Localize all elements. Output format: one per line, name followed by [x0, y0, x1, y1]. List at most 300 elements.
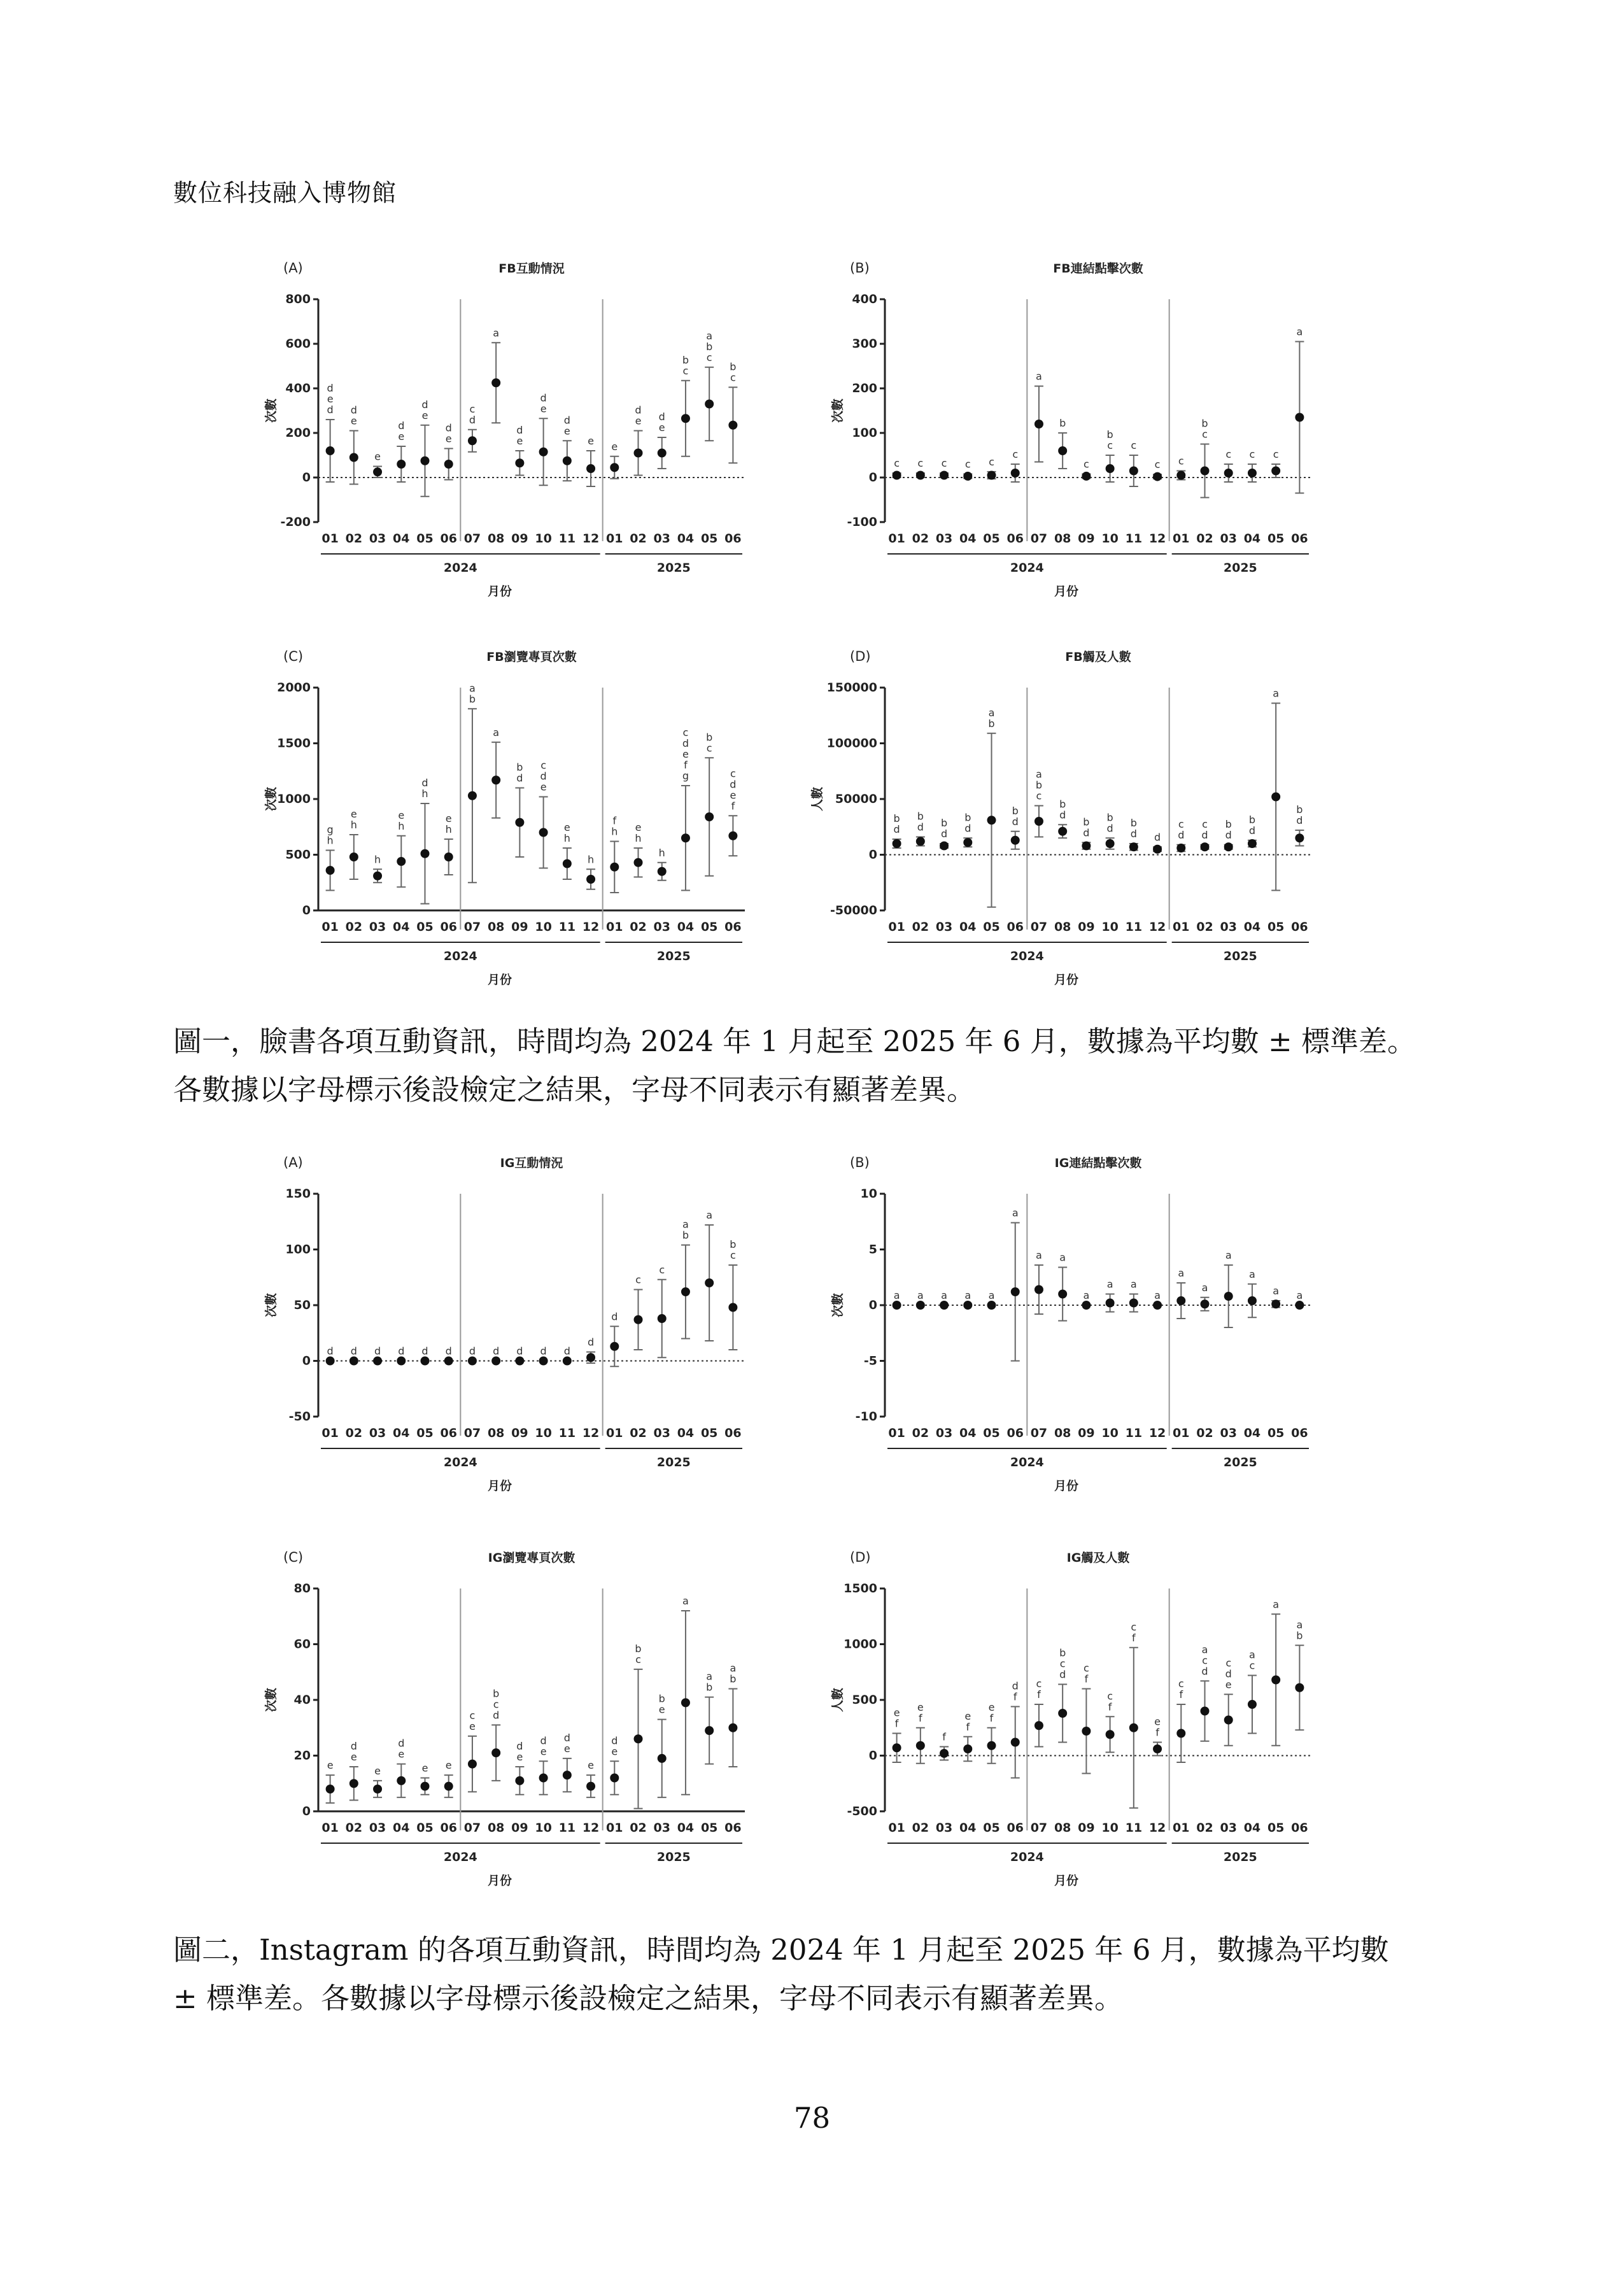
- significance-letter: a: [1106, 1278, 1113, 1291]
- x-tick-label: 06: [1291, 1821, 1308, 1835]
- significance-letter: c: [964, 458, 971, 470]
- x-tick-label: 09: [511, 920, 528, 934]
- significance-letter: d: [516, 1740, 523, 1752]
- data-point: [681, 1698, 690, 1707]
- significance-letter: d: [1154, 831, 1161, 844]
- data-point: [1295, 1301, 1304, 1310]
- chart-title: IG觸及人數: [1066, 1551, 1130, 1565]
- significance-letter: d: [516, 772, 523, 784]
- data-point: [681, 414, 690, 423]
- data-point: [1201, 1299, 1210, 1308]
- significance-letter: c: [706, 351, 712, 364]
- x-tick-label: 09: [1078, 1821, 1095, 1835]
- significance-letter: c: [682, 726, 689, 739]
- significance-letter: d: [327, 1345, 334, 1357]
- panel-label: (D): [850, 1550, 871, 1565]
- data-point: [491, 775, 500, 784]
- x-tick-label: 06: [724, 920, 742, 934]
- significance-letter: b: [1248, 813, 1256, 826]
- x-tick-label: 04: [1243, 1426, 1261, 1440]
- y-tick-label: -200: [280, 515, 311, 529]
- significance-letter: b: [893, 812, 900, 824]
- significance-letter: d: [658, 411, 665, 423]
- data-point: [893, 471, 901, 480]
- x-axis-label: 月份: [1054, 1874, 1079, 1888]
- y-tick-label: 0: [868, 847, 877, 862]
- panel-label: (A): [283, 1155, 303, 1170]
- significance-letter: b: [1106, 428, 1113, 441]
- significance-letter: d: [516, 424, 523, 436]
- x-tick-label: 06: [1291, 1426, 1308, 1440]
- significance-letter: e: [398, 430, 405, 442]
- data-point: [916, 1301, 925, 1310]
- significance-letter: d: [469, 1345, 476, 1357]
- significance-letter: b: [940, 817, 948, 829]
- data-point: [658, 867, 667, 876]
- significance-letter: d: [350, 1740, 357, 1752]
- y-tick-label: 500: [852, 1693, 877, 1707]
- data-point: [893, 839, 901, 848]
- data-point: [963, 472, 972, 481]
- x-tick-label: 12: [582, 532, 600, 546]
- significance-letter: f: [919, 1711, 922, 1724]
- significance-letter: d: [635, 404, 642, 416]
- significance-letter: d: [398, 1737, 405, 1750]
- y-tick-label: 150: [285, 1187, 311, 1201]
- y-tick-label: 0: [302, 903, 311, 917]
- year-label: 2024: [1010, 561, 1044, 575]
- data-point: [397, 1357, 406, 1366]
- data-point: [563, 1771, 572, 1779]
- significance-letter: c: [682, 364, 689, 377]
- x-tick-label: 05: [416, 1821, 434, 1835]
- significance-letter: h: [327, 834, 334, 847]
- y-tick-label: 1000: [844, 1637, 877, 1652]
- y-tick-label: 100000: [826, 736, 877, 751]
- data-point: [1011, 836, 1020, 845]
- data-point: [916, 1741, 925, 1750]
- x-axis-label: 月份: [1054, 1479, 1079, 1493]
- x-tick-label: 07: [1030, 920, 1048, 934]
- significance-letter: a: [1201, 1643, 1208, 1656]
- significance-letter: e: [398, 809, 405, 821]
- significance-letter: f: [966, 1720, 970, 1733]
- x-tick-label: 04: [959, 532, 977, 546]
- significance-letter: a: [1178, 1267, 1185, 1279]
- significance-letter: d: [327, 382, 334, 394]
- x-tick-label: 06: [724, 1426, 742, 1440]
- significance-letter: b: [1012, 804, 1019, 817]
- significance-letter: d: [1296, 814, 1303, 826]
- significance-letter: a: [1059, 1251, 1066, 1264]
- x-tick-label: 02: [912, 1821, 929, 1835]
- y-tick-label: 1500: [844, 1581, 877, 1595]
- significance-letter: e: [988, 1701, 995, 1713]
- data-point: [916, 837, 925, 846]
- x-tick-label: 10: [535, 1821, 552, 1835]
- significance-letter: c: [469, 1709, 476, 1722]
- data-point: [1248, 469, 1257, 478]
- significance-letter: c: [989, 455, 994, 468]
- significance-letter: a: [682, 1595, 689, 1607]
- x-tick-label: 12: [1148, 1426, 1166, 1440]
- data-point: [491, 1357, 500, 1366]
- significance-letter: d: [1059, 809, 1066, 821]
- y-tick-label: 50000: [835, 792, 877, 806]
- data-point: [940, 842, 949, 851]
- data-point: [1153, 845, 1162, 854]
- significance-letter: h: [398, 819, 405, 832]
- y-tick-label: -10: [855, 1410, 877, 1424]
- data-point: [373, 1785, 382, 1793]
- x-tick-label: 08: [487, 532, 505, 546]
- data-point: [586, 875, 595, 884]
- data-point: [468, 436, 477, 445]
- ig-link-clicks-chart: [831, 1149, 1331, 1512]
- significance-letter: d: [398, 420, 405, 432]
- significance-letter: c: [1059, 1657, 1066, 1670]
- significance-letter: f: [1013, 1690, 1017, 1703]
- data-point: [963, 1301, 972, 1310]
- x-tick-label: 05: [1267, 920, 1285, 934]
- significance-letter: c: [1273, 448, 1279, 460]
- data-point: [586, 1353, 595, 1362]
- data-point: [940, 471, 949, 480]
- significance-letter: a: [706, 329, 713, 342]
- y-tick-label: 5: [868, 1242, 877, 1257]
- x-tick-label: 11: [1125, 1821, 1143, 1835]
- significance-letter: a: [1036, 370, 1042, 383]
- data-point: [1058, 446, 1067, 455]
- x-tick-label: 07: [463, 1821, 481, 1835]
- significance-letter: a: [1012, 1206, 1019, 1219]
- significance-letter: f: [612, 814, 617, 827]
- x-tick-label: 03: [1220, 1426, 1237, 1440]
- data-point: [539, 828, 548, 837]
- x-tick-label: 05: [700, 1426, 718, 1440]
- significance-letter: b: [706, 731, 713, 744]
- significance-letter: f: [1084, 1673, 1089, 1685]
- y-axis-label: 次數: [264, 1292, 278, 1318]
- significance-letter: c: [1178, 1678, 1184, 1690]
- significance-letter: e: [611, 440, 618, 453]
- significance-letter: d: [540, 770, 547, 782]
- significance-letter: b: [469, 693, 476, 705]
- x-tick-label: 04: [1243, 532, 1261, 546]
- x-tick-label: 06: [440, 920, 457, 934]
- chart-title: FB連結點擊次數: [1053, 262, 1143, 276]
- data-point: [610, 1774, 619, 1783]
- x-tick-label: 05: [983, 920, 1000, 934]
- y-tick-label: 100: [285, 1242, 311, 1257]
- x-tick-label: 04: [393, 532, 410, 546]
- x-tick-label: 04: [677, 920, 695, 934]
- significance-letter: e: [611, 1745, 618, 1758]
- figure2-caption-line2: ± 標準差。各數據以字母標示後設檢定之結果，字母不同表示有顯著差異。: [173, 1981, 1124, 2015]
- significance-letter: b: [917, 810, 924, 823]
- significance-letter: d: [611, 1310, 618, 1323]
- y-tick-label: -100: [847, 515, 877, 529]
- x-tick-label: 02: [345, 920, 363, 934]
- data-point: [1106, 464, 1115, 473]
- data-point: [634, 1315, 643, 1324]
- significance-letter: e: [327, 393, 334, 405]
- x-tick-label: 08: [1054, 920, 1071, 934]
- y-tick-label: 150000: [826, 681, 877, 695]
- significance-letter: d: [350, 404, 357, 416]
- x-tick-label: 04: [393, 1821, 410, 1835]
- data-point: [1011, 1287, 1020, 1296]
- data-point: [634, 858, 643, 867]
- year-label: 2025: [1223, 1850, 1257, 1864]
- significance-letter: d: [563, 414, 570, 427]
- significance-letter: e: [540, 781, 547, 793]
- x-tick-label: 09: [511, 1821, 528, 1835]
- significance-letter: e: [917, 1701, 924, 1713]
- x-tick-label: 11: [558, 920, 576, 934]
- significance-letter: c: [635, 1273, 641, 1286]
- x-tick-label: 02: [912, 920, 929, 934]
- x-tick-label: 05: [416, 920, 434, 934]
- x-tick-label: 01: [321, 1821, 339, 1835]
- significance-letter: h: [658, 846, 665, 859]
- significance-letter: d: [940, 828, 948, 840]
- y-tick-label: 600: [285, 337, 311, 351]
- data-point: [373, 872, 382, 881]
- significance-letter: e: [588, 1759, 594, 1772]
- data-point: [563, 456, 572, 465]
- significance-letter: f: [1132, 1631, 1136, 1644]
- fb-reach-chart: [810, 643, 1331, 1006]
- significance-letter: c: [941, 457, 947, 469]
- data-point: [1034, 1285, 1043, 1294]
- y-tick-label: 0: [868, 1298, 877, 1312]
- year-label: 2025: [656, 561, 691, 575]
- y-tick-label: 0: [868, 1748, 877, 1763]
- significance-letter: d: [1059, 1668, 1066, 1681]
- ig-page-views-chart: [264, 1544, 764, 1907]
- y-tick-label: -5: [863, 1354, 877, 1368]
- y-axis-label: 人數: [810, 786, 824, 812]
- x-tick-label: 02: [630, 920, 647, 934]
- x-tick-label: 07: [463, 920, 481, 934]
- data-point: [350, 1779, 358, 1788]
- significance-letter: c: [1225, 1657, 1232, 1669]
- x-tick-label: 06: [1291, 532, 1308, 546]
- data-point: [515, 1776, 524, 1785]
- significance-letter: c: [635, 1653, 641, 1666]
- data-point: [468, 1760, 477, 1769]
- panel-label: (B): [850, 1155, 870, 1170]
- y-tick-label: 400: [285, 381, 311, 395]
- x-tick-label: 03: [653, 1426, 670, 1440]
- significance-letter: d: [350, 1345, 357, 1357]
- x-tick-label: 05: [700, 920, 718, 934]
- data-point: [681, 1287, 690, 1296]
- x-tick-label: 05: [700, 1821, 718, 1835]
- significance-letter: d: [587, 1336, 595, 1348]
- panel-label: (C): [283, 649, 304, 664]
- significance-letter: d: [1012, 815, 1019, 828]
- x-tick-label: 04: [677, 1426, 695, 1440]
- significance-letter: e: [421, 409, 428, 421]
- data-point: [681, 833, 690, 842]
- significance-letter: e: [635, 821, 642, 833]
- data-point: [1058, 1290, 1067, 1299]
- x-tick-label: 04: [1243, 920, 1261, 934]
- data-point: [1248, 1296, 1257, 1305]
- significance-letter: e: [635, 414, 642, 427]
- significance-letter: d: [1130, 828, 1137, 840]
- data-point: [1082, 472, 1091, 481]
- significance-letter: e: [730, 789, 737, 802]
- significance-letter: b: [730, 1238, 737, 1250]
- significance-letter: h: [587, 853, 595, 866]
- significance-letter: a: [1249, 1268, 1255, 1280]
- significance-letter: a: [941, 1289, 947, 1301]
- x-tick-label: 04: [677, 532, 695, 546]
- ig-interaction-chart: [264, 1149, 764, 1512]
- significance-letter: a: [1201, 1281, 1208, 1294]
- significance-letter: b: [730, 360, 737, 373]
- ig-reach-chart: [831, 1544, 1331, 1907]
- x-tick-label: 04: [677, 1821, 695, 1835]
- y-tick-label: 0: [868, 470, 877, 485]
- year-label: 2025: [656, 949, 691, 963]
- x-tick-label: 07: [1030, 1821, 1048, 1835]
- data-point: [728, 1723, 737, 1732]
- significance-letter: b: [1059, 798, 1066, 810]
- significance-letter: a: [1296, 325, 1303, 338]
- significance-letter: c: [917, 457, 924, 469]
- significance-letter: d: [469, 413, 476, 426]
- x-tick-label: 11: [1125, 1426, 1143, 1440]
- significance-letter: d: [563, 1345, 570, 1357]
- significance-letter: c: [540, 759, 547, 772]
- year-label: 2024: [1010, 949, 1044, 963]
- significance-letter: a: [1249, 1648, 1255, 1661]
- data-point: [421, 1357, 430, 1366]
- chart-title: FB觸及人數: [1065, 650, 1131, 664]
- year-label: 2024: [1010, 1455, 1044, 1469]
- significance-letter: h: [374, 853, 381, 866]
- y-tick-label: 60: [293, 1637, 311, 1652]
- significance-letter: a: [1036, 768, 1042, 781]
- significance-letter: a: [706, 1670, 713, 1683]
- data-point: [491, 378, 500, 387]
- significance-letter: a: [730, 1662, 737, 1674]
- x-tick-label: 05: [1267, 1821, 1285, 1835]
- significance-letter: f: [731, 800, 735, 812]
- significance-letter: a: [682, 1218, 689, 1231]
- data-point: [1153, 1301, 1162, 1310]
- significance-letter: b: [1201, 417, 1208, 430]
- data-point: [397, 1776, 406, 1785]
- significance-letter: b: [1296, 803, 1303, 816]
- x-tick-label: 02: [1196, 1426, 1213, 1440]
- data-point: [634, 449, 643, 458]
- significance-letter: d: [1201, 828, 1208, 841]
- x-tick-label: 08: [487, 1426, 505, 1440]
- x-tick-label: 01: [888, 920, 905, 934]
- data-point: [539, 1357, 548, 1366]
- y-tick-label: 10: [860, 1187, 877, 1201]
- significance-letter: e: [374, 450, 381, 463]
- significance-letter: e: [374, 1764, 381, 1777]
- x-tick-label: 10: [535, 532, 552, 546]
- data-point: [586, 464, 595, 473]
- significance-letter: b: [635, 1642, 642, 1655]
- significance-letter: a: [893, 1289, 900, 1301]
- x-tick-label: 08: [1054, 532, 1071, 546]
- significance-letter: d: [445, 421, 452, 434]
- year-label: 2025: [1223, 561, 1257, 575]
- data-point: [397, 460, 406, 469]
- x-tick-label: 02: [630, 532, 647, 546]
- x-tick-label: 07: [463, 532, 481, 546]
- data-point: [658, 1314, 667, 1323]
- significance-letter: a: [988, 1289, 995, 1301]
- year-label: 2024: [443, 1850, 477, 1864]
- x-tick-label: 12: [1148, 1821, 1166, 1835]
- significance-letter: c: [1107, 1690, 1113, 1702]
- x-tick-label: 08: [487, 1821, 505, 1835]
- data-point: [326, 1785, 335, 1793]
- data-point: [705, 1278, 714, 1287]
- x-tick-label: 07: [1030, 532, 1048, 546]
- y-tick-label: 50: [293, 1298, 311, 1312]
- figure2-caption-line1: 圖二，Instagram 的各項互動資訊，時間均為 2024 年 1 月起至 2025 年 6 月，數據為平均數: [173, 1933, 1389, 1967]
- significance-letter: e: [893, 1706, 900, 1719]
- significance-letter: c: [1107, 439, 1113, 451]
- data-point: [1011, 1738, 1020, 1747]
- data-point: [491, 1748, 500, 1757]
- significance-letter: d: [493, 1345, 500, 1357]
- data-point: [515, 458, 524, 467]
- significance-letter: c: [1083, 1662, 1089, 1674]
- data-point: [350, 1357, 358, 1366]
- x-tick-label: 12: [582, 920, 600, 934]
- x-tick-label: 09: [1078, 1426, 1095, 1440]
- fb-interaction-chart: [264, 255, 764, 618]
- significance-letter: a: [1296, 1618, 1303, 1631]
- fb-link-clicks-chart: [831, 255, 1331, 618]
- x-tick-label: 07: [463, 1426, 481, 1440]
- significance-letter: e: [964, 1709, 971, 1722]
- significance-letter: d: [1106, 822, 1113, 835]
- significance-letter: d: [611, 1734, 618, 1747]
- data-point: [963, 838, 972, 847]
- data-point: [728, 1303, 737, 1312]
- significance-letter: e: [445, 812, 452, 824]
- chart-title: IG連結點擊次數: [1054, 1156, 1142, 1170]
- x-tick-label: 03: [653, 1821, 670, 1835]
- data-point: [916, 471, 925, 480]
- x-axis-label: 月份: [487, 1479, 512, 1493]
- significance-letter: c: [1131, 439, 1137, 451]
- data-point: [468, 791, 477, 800]
- significance-letter: c: [894, 457, 900, 469]
- significance-letter: b: [1035, 779, 1043, 791]
- data-point: [610, 1342, 619, 1351]
- x-tick-label: 10: [1101, 920, 1119, 934]
- significance-letter: e: [445, 1759, 452, 1772]
- y-tick-label: 100: [852, 426, 877, 440]
- x-axis-label: 月份: [1054, 584, 1079, 598]
- x-tick-label: 02: [630, 1821, 647, 1835]
- x-tick-label: 11: [1125, 920, 1143, 934]
- x-tick-label: 03: [369, 920, 386, 934]
